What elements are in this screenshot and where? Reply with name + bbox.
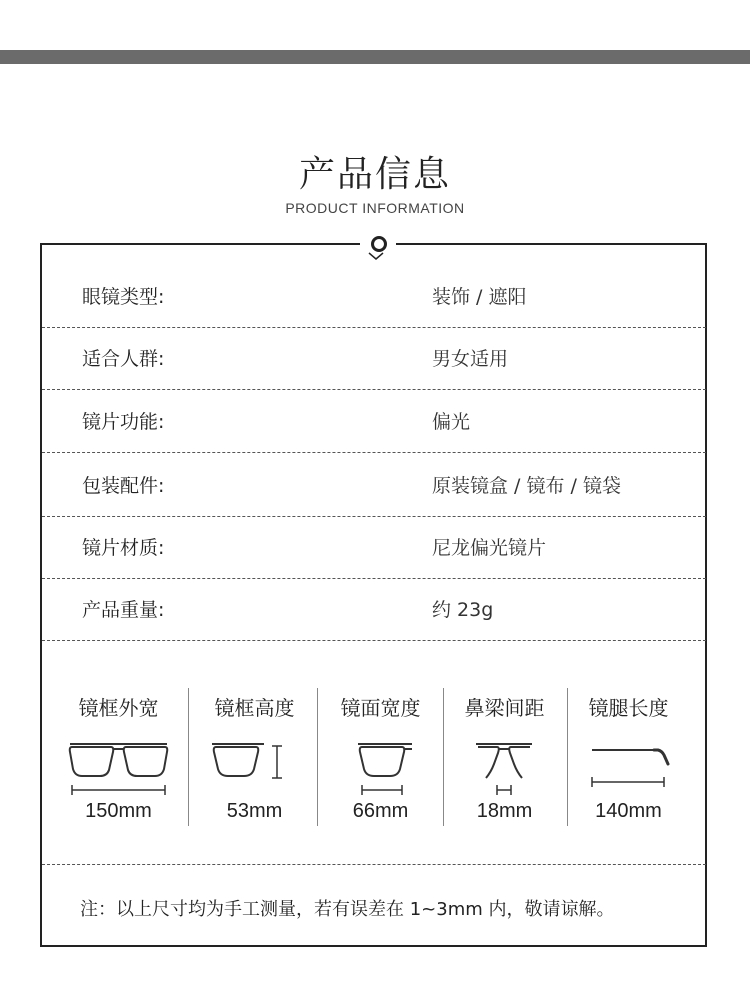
frame-height-icon [192,736,317,796]
info-value: 偏光 [432,411,471,433]
info-row-lens-function [42,391,706,453]
note-divider [42,864,706,865]
dimension-frame-width [56,688,181,828]
info-row-lens-material [42,517,706,579]
dimension-label: 镜框高度 [214,696,295,720]
info-value: 原装镜盒 / 镜布 / 镜袋 [432,475,621,497]
info-value: 男女适用 [432,348,509,370]
dimension-bridge-width [442,688,567,828]
dimension-frame-height [192,688,317,828]
info-row-glasses-type [42,266,706,328]
dimension-value: 53mm [226,800,283,822]
bridge-width-icon [442,736,567,796]
dimension-label: 鼻梁间距 [464,696,545,720]
info-value: 装饰 / 遮阳 [432,286,527,308]
dimension-value: 18mm [476,800,533,822]
dimension-lens-width [318,688,443,828]
info-label: 眼镜类型: [82,286,165,308]
pin-chevron-icon [368,252,384,260]
info-value: 尼龙偏光镜片 [432,537,547,559]
dimension-value: 140mm [595,800,662,822]
info-row-accessories [42,455,706,517]
dimension-label: 镜面宽度 [340,696,421,720]
dimension-section [42,688,706,828]
dimension-label: 镜腿长度 [588,696,669,720]
temple-length-icon [566,736,691,796]
dimension-value: 66mm [352,800,409,822]
info-label: 包装配件: [82,475,165,497]
measurement-note: 注：以上尺寸均为手工测量，若有误差在 1~3mm 内，敬请谅解。 [80,899,615,920]
dimension-temple-length [566,688,691,828]
lens-width-icon [318,736,443,796]
top-divider-bar [0,50,750,64]
dimension-separator [188,688,189,826]
info-label: 镜片功能: [82,411,165,433]
info-label: 产品重量: [82,599,165,621]
info-row-weight [42,579,706,641]
info-label: 镜片材质: [82,537,165,559]
info-value: 约 23g [432,599,494,621]
page-subtitle: PRODUCT INFORMATION [285,200,465,216]
frame-width-icon [56,736,181,796]
dimension-label: 镜框外宽 [78,696,159,720]
info-label: 适合人群: [82,348,165,370]
info-row-audience [42,328,706,390]
pin-ring-icon [371,236,387,252]
dimension-value: 150mm [85,800,152,822]
page-title: 产品信息 [298,154,451,195]
